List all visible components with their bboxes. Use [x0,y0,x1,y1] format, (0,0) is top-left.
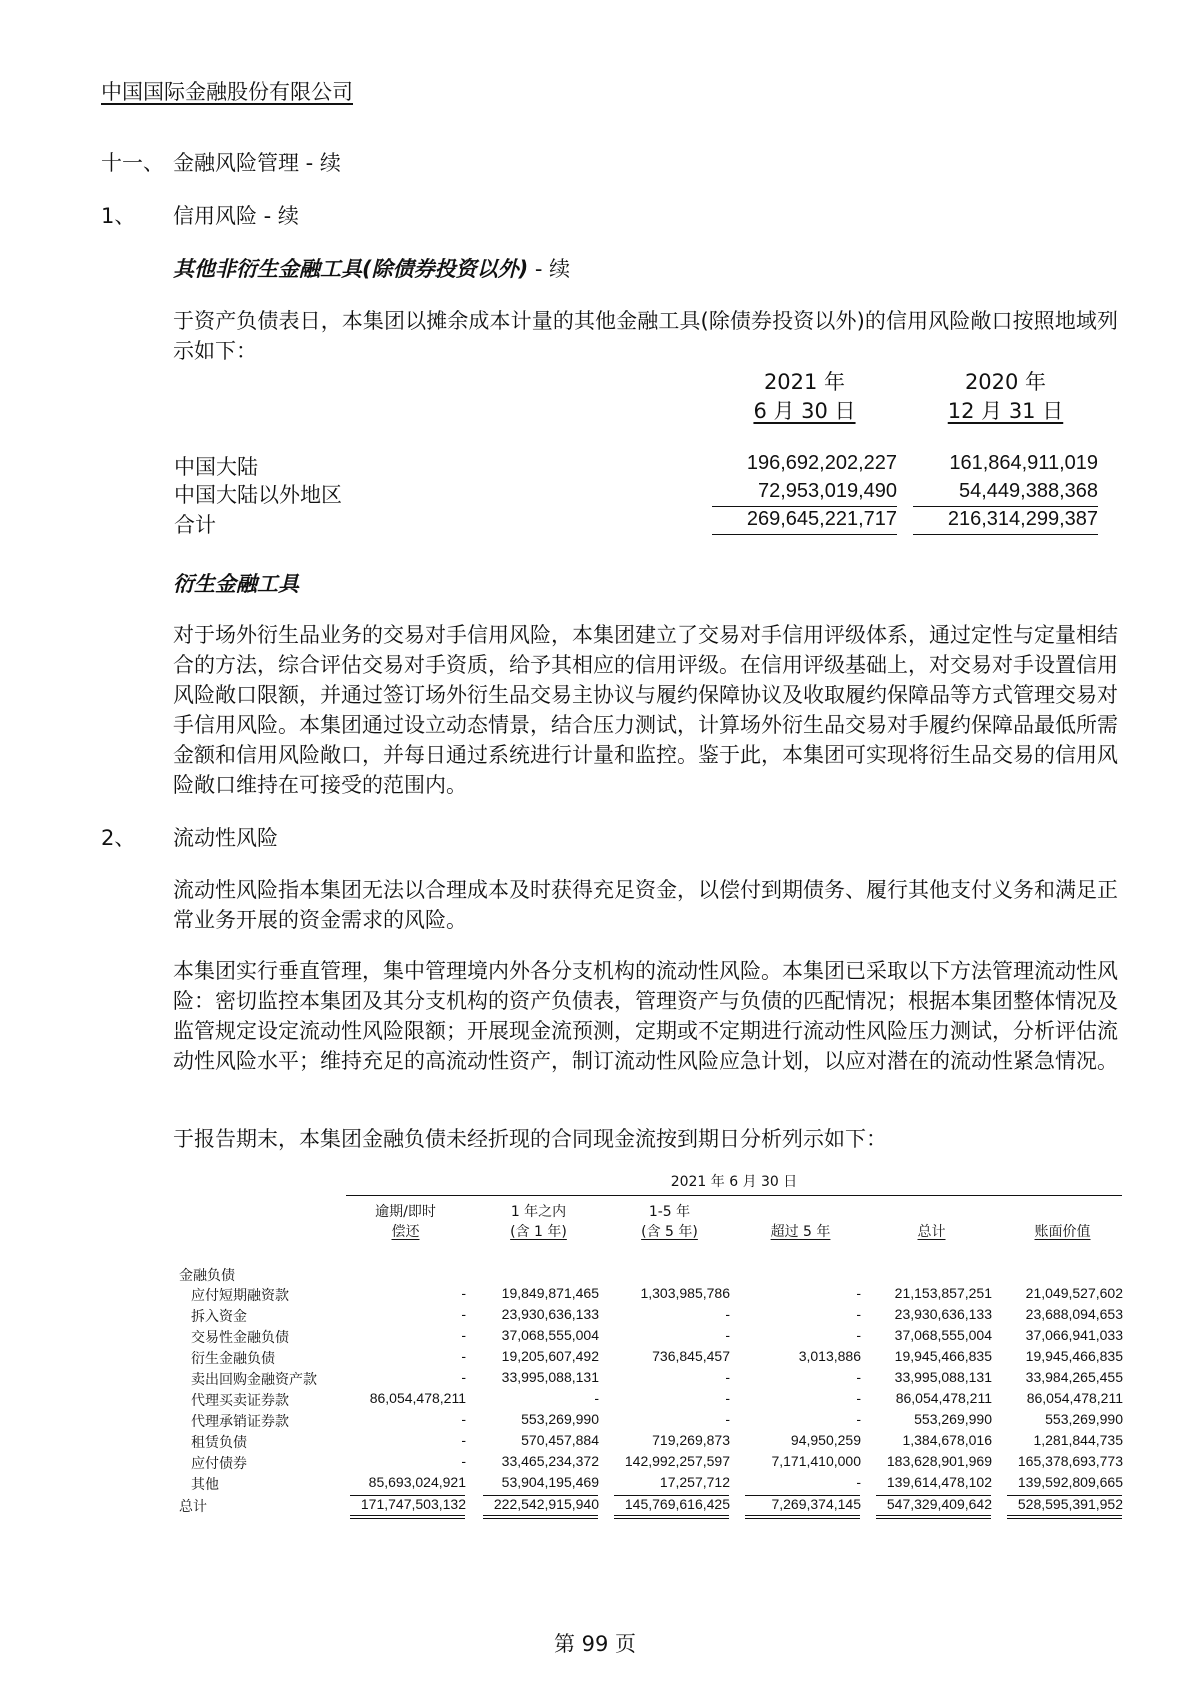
table1-row-value: 72,953,019,490 [757,480,897,502]
table2-cell: 1,384,678,016 [902,1432,992,1448]
table2-row-label: 拆入资金 [191,1309,247,1325]
table2-column-header [872,1202,991,1242]
table2-group-label: 金融负债 [179,1268,235,1284]
table2-header-line1: 逾期/即时 [375,1204,436,1220]
table2-cell: 19,945,466,835 [1025,1348,1123,1364]
table2-rule [614,1515,729,1516]
table2-rule [745,1518,860,1519]
table2-row-label: 代理买卖证券款 [191,1393,289,1409]
table2-cell: - [856,1474,861,1490]
table2-cell: 19,849,871,465 [501,1285,599,1301]
table2-rule [1007,1495,1122,1496]
table2-period-rule [346,1195,1122,1196]
table2-cell: 23,930,636,133 [894,1306,992,1322]
table2-rule [614,1495,729,1496]
table1-total-label: 合计 [174,513,216,537]
table1-total-value: 216,314,299,387 [947,508,1098,530]
table2-row-label: 租赁负债 [191,1435,247,1451]
table2-cell: 7,171,410,000 [771,1453,861,1469]
table2-row-label: 衍生金融负债 [191,1351,275,1367]
table2-rule [745,1515,860,1516]
table2-header-line1 [872,1202,991,1222]
table2-cell: 21,153,857,251 [894,1285,992,1301]
heading-derivatives: 衍生金融工具 [173,572,299,596]
table2-rule [876,1515,991,1516]
table2-header-line2: 偿还 [391,1224,420,1240]
table2-cell: - [725,1306,730,1322]
table2-cell: 86,054,478,211 [1026,1390,1123,1406]
table2-cell: 94,950,259 [790,1432,861,1448]
table2-total-cell: 145,769,616,425 [624,1496,730,1512]
subsection-1-number: 1、 [101,204,136,228]
table2-cell: - [856,1285,861,1301]
subsection-1-title: 信用风险 - 续 [173,204,299,228]
table1-row-label: 中国大陆以外地区 [174,483,342,507]
table2-rule [1007,1518,1122,1519]
table2-cell: 86,054,478,211 [369,1390,466,1406]
section-title: 金融风险管理 - 续 [173,151,341,175]
table2-cell: 53,904,195,469 [501,1474,599,1490]
table1-col1-date-wrap [712,395,897,425]
table2-total-cell: 7,269,374,145 [771,1496,861,1512]
table2-cell: 33,465,234,372 [501,1453,599,1469]
table2-header-line2: 账面价值 [1034,1224,1091,1240]
intro-paragraph: 于资产负债表日，本集团以摊余成本计量的其他金融工具(除债券投资以外)的信用风险敞口按照地域列示如下： [173,309,1118,363]
liquidity-paragraph-1: 流动性风险指本集团无法以合理成本及时获得充足资金，以偿付到期债务、履行其他支付义务和满足正常业务开展的资金需求的风险。 [173,878,1118,932]
table2-cell: - [461,1306,466,1322]
table2-cell: 85,693,024,921 [368,1474,466,1490]
table2-cell: - [856,1327,861,1343]
table2-cell: 736,845,457 [652,1348,730,1364]
table2-cell: 86,054,478,211 [895,1390,992,1406]
table2-cell: 37,068,555,004 [894,1327,992,1343]
table2-cell: 37,068,555,004 [501,1327,599,1343]
table2-rule [876,1518,991,1519]
table2-cell: - [856,1306,861,1322]
table2-period: 2021 年 6 月 30 日 [670,1174,798,1190]
table2-cell: - [461,1348,466,1364]
table1-total-rule [712,534,897,535]
table2-rule [876,1495,991,1496]
derivatives-paragraph: 对于场外衍生品业务的交易对手信用风险，本集团建立了交易对手信用评级体系，通过定性与定量相结合的方法，综合评估交易对手资质，给予其相应的信用评级。在信用评级基础上，对交易对手设置信用风险敞口限额，并通过签订场外衍生品交易主协议与履约保障协议及收取履约保障品等方式管理交易对手信用风险。本集团通过设立动态情景，结合压力测试，计算场外衍生品交易对手履约保障品最低所需金额和信用风险敞口，并每日通过系统进行计量和监控。鉴于此，本集团可实现将衍生品交易的信用风险敞口维持在可接受的范围内。 [173,623,1118,797]
table2-cell: 570,457,884 [521,1432,599,1448]
table2-cell: 142,992,257,597 [624,1453,730,1469]
table2-header-line1 [741,1202,860,1222]
table2-column-header [1003,1202,1122,1242]
table2-header-line2: 超过 5 年 [770,1224,831,1240]
subsection-2-title: 流动性风险 [173,826,278,850]
table2-column-header [741,1202,860,1242]
table2-rule [350,1515,465,1516]
table1-row-value: 196,692,202,227 [746,452,897,474]
table2-header-line1: 1-5 年 [648,1204,691,1220]
table2-cell: - [594,1390,599,1406]
company-name: 中国国际金融股份有限公司 [101,80,353,104]
table1-col1-year: 2021 年 [763,370,846,394]
table2-cell: 33,995,088,131 [894,1369,992,1385]
table2-header-line2: (含 5 年) [641,1224,698,1240]
table2-row-label: 应付债券 [191,1456,247,1472]
table2-rule [350,1518,465,1519]
table2-cell: 719,269,873 [652,1432,730,1448]
table2-cell: - [725,1369,730,1385]
table2-total-cell: 547,329,409,642 [886,1496,992,1512]
section-number: 十一、 [101,151,164,175]
table2-cell: - [461,1432,466,1448]
table2-rule [614,1518,729,1519]
table2-header-line1 [1003,1202,1122,1222]
liquidity-paragraph-3: 于报告期末，本集团金融负债未经折现的合同现金流按到期日分析列示如下： [173,1127,887,1151]
table2-header-line1: 1 年之内 [510,1204,567,1220]
table2-cell: - [856,1369,861,1385]
table2-cell: 17,257,712 [659,1474,730,1490]
table2-cell: 165,378,693,773 [1017,1453,1123,1469]
table1-col2-year: 2020 年 [964,370,1047,394]
heading-other-nonderivative-tail: - 续 [528,257,571,281]
table2-row-label: 其他 [191,1477,219,1493]
heading-other-nonderivative [173,253,570,283]
table2-cell: - [461,1453,466,1469]
table2-cell: 139,592,809,665 [1017,1474,1123,1490]
table2-cell: 37,066,941,033 [1025,1327,1123,1343]
page-number: 第 99 页 [553,1632,637,1656]
table2-cell: 33,984,265,455 [1025,1369,1123,1385]
table2-cell: 183,628,901,969 [886,1453,992,1469]
table2-cell: 139,614,478,102 [886,1474,992,1490]
table1-col1-date: 6 月 30 日 [753,399,856,423]
table2-total-cell: 528,595,391,952 [1017,1496,1123,1512]
table2-cell: 553,269,990 [1045,1411,1123,1427]
table2-rule [483,1495,598,1496]
table2-row-label: 交易性金融负债 [191,1330,289,1346]
table2-column-header [610,1202,729,1242]
table2-rule [1007,1515,1122,1516]
subsection-2-number: 2、 [101,826,136,850]
table2-cell: 21,049,527,602 [1025,1285,1123,1301]
table2-cell: - [461,1411,466,1427]
table2-header-line2: 总计 [917,1224,946,1240]
table2-row-label: 应付短期融资款 [191,1288,289,1304]
table2-cell: 3,013,886 [798,1348,861,1364]
table2-cell: - [725,1411,730,1427]
heading-other-nonderivative-main: 其他非衍生金融工具(除债券投资以外) [173,257,529,281]
table2-total-cell: 171,747,503,132 [360,1496,466,1512]
table2-column-header [346,1202,465,1242]
table2-cell: 1,303,985,786 [640,1285,730,1301]
table2-rule [483,1515,598,1516]
table1-row-label: 中国大陆 [174,455,258,479]
table2-total-cell: 222,542,915,940 [493,1496,599,1512]
table2-rule [745,1495,860,1496]
table2-cell: 33,995,088,131 [501,1369,599,1385]
table2-header-line2: (含 1 年) [510,1224,567,1240]
table2-column-header [479,1202,598,1242]
table2-cell: - [461,1327,466,1343]
table1-row-value: 161,864,911,019 [949,452,1098,474]
table2-cell: - [461,1285,466,1301]
table1-col2-date: 12 月 31 日 [947,399,1064,423]
table2-cell: 553,269,990 [914,1411,992,1427]
table1-subtotal-rule [913,506,1098,507]
table2-total-label: 总计 [179,1499,207,1515]
table1-total-value: 269,645,221,717 [746,508,897,530]
table1-row-value: 54,449,388,368 [958,480,1098,502]
table1-col2-date-wrap [913,395,1098,425]
table2-row-label: 卖出回购金融资产款 [191,1372,317,1388]
table2-rule [483,1518,598,1519]
table2-rule [350,1495,465,1496]
table2-cell: - [856,1390,861,1406]
table2-cell: - [856,1411,861,1427]
table1-subtotal-rule [712,506,897,507]
table2-cell: - [461,1369,466,1385]
table2-cell: 553,269,990 [521,1411,599,1427]
liquidity-paragraph-2: 本集团实行垂直管理，集中管理境内外各分支机构的流动性风险。本集团已采取以下方法管理流动性风险：密切监控本集团及其分支机构的资产负债表，管理资产与负债的匹配情况；根据本集团整体情况及监管规定设定流动性风险限额；开展现金流预测，定期或不定期进行流动性风险压力测试，分析评估流动性风险水平；维持充足的高流动性资产，制订流动性风险应急计划，以应对潜在的流动性紧急情况。 [173,959,1118,1073]
table2-cell: 19,205,607,492 [501,1348,599,1364]
table2-cell: 1,281,844,735 [1033,1432,1123,1448]
table1-total-rule [913,534,1098,535]
table2-row-label: 代理承销证券款 [191,1414,289,1430]
table2-cell: - [725,1327,730,1343]
table2-cell: - [725,1390,730,1406]
table2-cell: 23,930,636,133 [501,1306,599,1322]
table2-cell: 19,945,466,835 [894,1348,992,1364]
table2-cell: 23,688,094,653 [1025,1306,1123,1322]
